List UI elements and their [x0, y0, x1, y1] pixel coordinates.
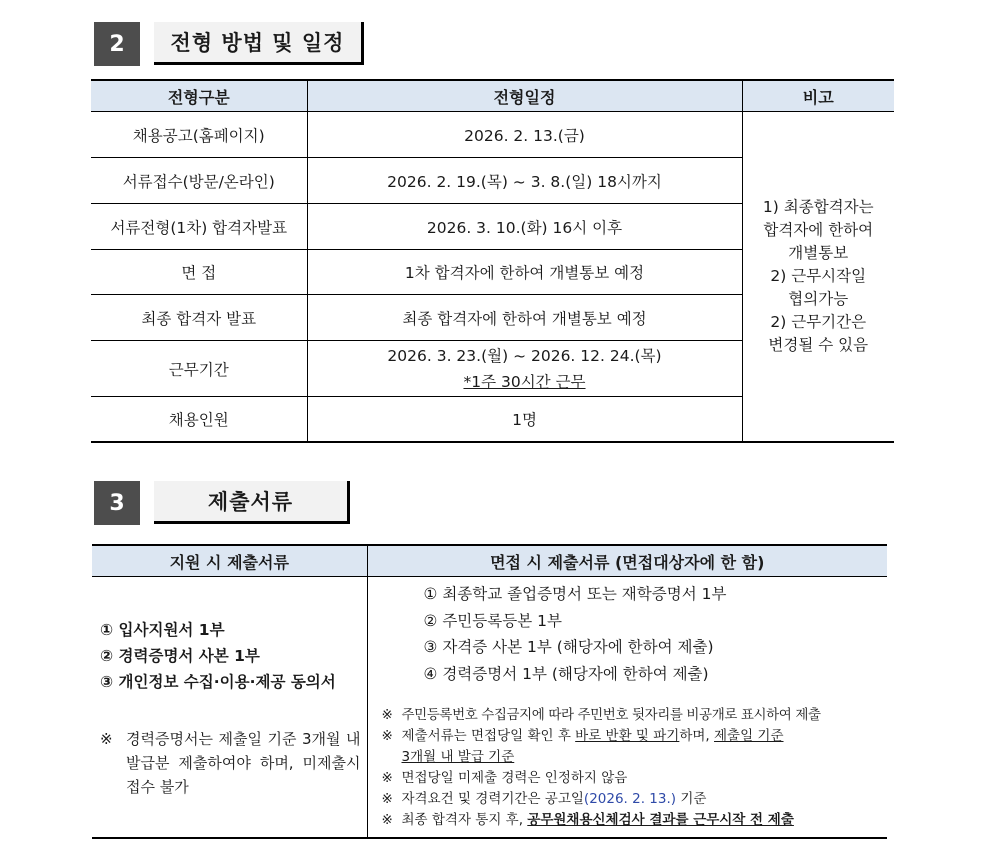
row-schedule: 2026. 3. 10.(화) 16시 이후 — [307, 204, 742, 250]
header-category: 전형구분 — [91, 80, 307, 112]
interview-note — [382, 810, 888, 831]
note-text: 하며, — [679, 728, 715, 744]
header-schedule: 전형일정 — [307, 80, 742, 112]
apply-item: ② 경력증명서 사본 1부 — [100, 647, 260, 665]
section-title: 제출서류 — [154, 481, 350, 524]
row-schedule: 1차 합격자에 한하여 개별통보 예정 — [307, 250, 742, 295]
row-schedule: 2026. 2. 13.(금) — [307, 112, 742, 158]
schedule-table — [91, 79, 894, 443]
note-text: 기준 — [676, 791, 707, 807]
remark-line: 변경될 수 있음 — [768, 335, 869, 354]
apply-item: ① 입사지원서 1부 — [100, 621, 225, 639]
section-title: 전형 방법 및 일정 — [154, 22, 364, 65]
work-hours-note: *1주 30시간 근무 — [463, 372, 586, 391]
note-mark: ※ — [381, 791, 393, 807]
header-remarks: 비고 — [742, 80, 894, 112]
note-mark: ※ — [381, 707, 393, 723]
section-number: 2 — [94, 22, 140, 66]
header-apply-docs: 지원 시 제출서류 — [92, 545, 367, 577]
row-category: 서류전형(1차) 합격자발표 — [91, 204, 307, 250]
interview-note — [382, 705, 888, 726]
row-category: 서류접수(방문/온라인) — [91, 158, 307, 204]
remark-line: 개별통보 — [788, 243, 849, 262]
row-category: 최종 합격자 발표 — [91, 295, 307, 341]
note-emphasis: 바로 반환 및 파기 — [575, 728, 680, 744]
note-text: 면접당일 미제출 경력은 인정하지 않음 — [401, 770, 628, 786]
interview-item: ② 주민등록등본 1부 — [423, 611, 562, 630]
row-category: 면 접 — [91, 250, 307, 295]
row-schedule: 2026. 2. 19.(목) ~ 3. 8.(일) 18시까지 — [307, 158, 742, 204]
note-text: 제출서류는 면접당일 확인 후 — [401, 728, 576, 744]
remark-line: 2) 근무기간은 — [770, 312, 867, 331]
section-3-header — [94, 481, 350, 527]
interview-item: ④ 경력증명서 1부 (해당자에 한하여 제출) — [423, 664, 709, 683]
remarks-cell — [742, 112, 894, 442]
interview-docs-cell — [367, 577, 887, 839]
row-schedule: 2026. 3. 23.(월) ~ 2026. 12. 24.(목) — [387, 346, 662, 365]
note-text: 자격요건 및 경력기간은 공고일 — [401, 791, 584, 807]
note-mark: ※ — [381, 812, 393, 828]
remark-line: 합격자에 한하여 — [763, 220, 874, 239]
note-emphasis: 공무원채용신체검사 결과를 근무시작 전 제출 — [527, 812, 794, 828]
remark-line: 협의가능 — [788, 289, 849, 308]
announcement-date: (2026. 2. 13.) — [583, 791, 677, 807]
row-category: 채용공고(홈페이지) — [91, 112, 307, 158]
interview-note — [382, 726, 888, 768]
note-emphasis: 3개월 내 발급 기준 — [401, 749, 515, 765]
row-schedule: 1명 — [307, 397, 742, 442]
row-category: 채용인원 — [91, 397, 307, 442]
apply-note-text: 경력증명서는 제출일 기준 3개월 내 발급분 제출하여야 하며, 미제출시 접수 불가 — [126, 730, 361, 796]
row-category: 근무기간 — [91, 341, 307, 397]
row-schedule: 최종 합격자에 한하여 개별통보 예정 — [307, 295, 742, 341]
section-2-header — [94, 22, 364, 68]
interview-note — [382, 768, 888, 789]
apply-item: ③ 개인정보 수집·이용·제공 동의서 — [100, 673, 336, 691]
note-emphasis: 제출일 기준 — [714, 728, 784, 744]
remark-line: 2) 근무시작일 — [770, 266, 867, 285]
note-text: 주민등록번호 수집금지에 따라 주민번호 뒷자리를 비공개로 표시하여 제출 — [401, 707, 821, 723]
interview-note — [382, 789, 888, 810]
note-mark: ※ — [381, 770, 393, 786]
section-number: 3 — [94, 481, 140, 525]
header-interview-docs: 면접 시 제출서류 (면접대상자에 한 함) — [367, 545, 887, 577]
documents-table — [92, 544, 887, 839]
note-text: 최종 합격자 통지 후, — [401, 812, 528, 828]
interview-item: ① 최종학교 졸업증명서 또는 재학증명서 1부 — [423, 585, 727, 603]
row-schedule-cell — [307, 341, 742, 397]
note-mark: ※ — [100, 730, 113, 748]
note-mark: ※ — [381, 728, 393, 744]
apply-note — [100, 727, 361, 799]
remark-line: 1) 최종합격자는 — [762, 197, 874, 216]
apply-docs-cell — [92, 577, 367, 839]
interview-item: ③ 자격증 사본 1부 (해당자에 한하여 제출) — [423, 638, 714, 656]
